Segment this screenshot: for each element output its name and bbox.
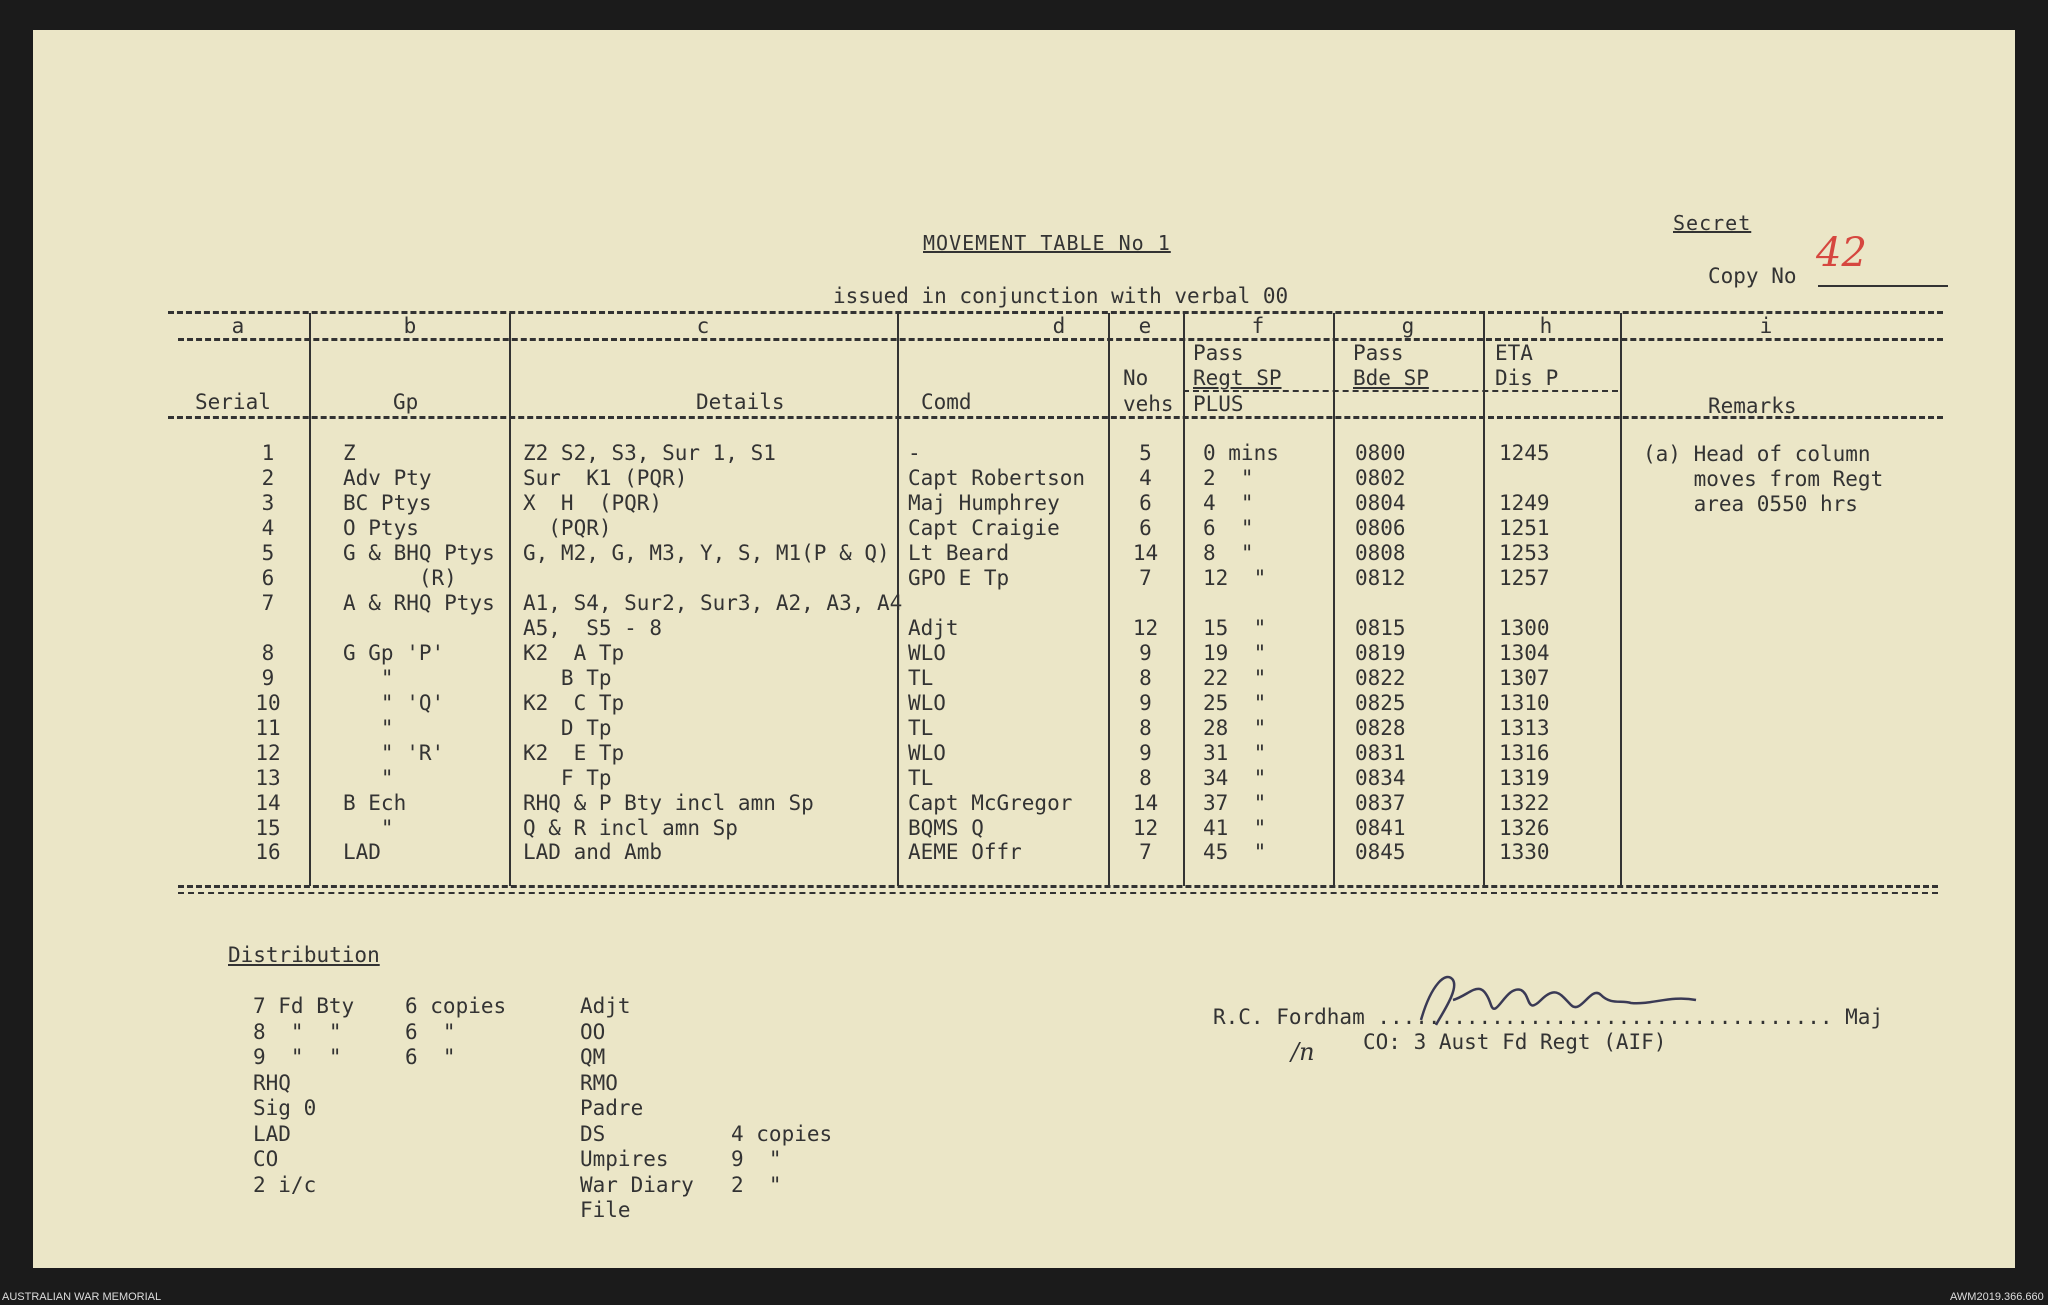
table-cell-regt: 2 " [1203,466,1254,490]
table-cell-vehs: 4 [1139,466,1152,490]
table-cell-regt: 34 " [1203,766,1267,790]
table-cell-comd: WLO [908,691,946,715]
distribution-unit: 2 i/c [253,1172,317,1197]
table-cell-bde: 0837 [1355,791,1406,815]
table-bottom-rule-2 [178,892,1938,894]
table-cell-gp: " 'Q' [343,691,445,715]
table-cell-bde: 0822 [1355,666,1406,690]
table-cell-comd: Capt Craigie [908,516,1060,540]
table-cell-serial: 15 [255,816,281,840]
table-cell-regt: 25 " [1203,691,1267,715]
table-cell-regt: 15 " [1203,616,1267,640]
table-cell-serial: 7 [261,591,275,615]
table-cell-gp: LAD [343,840,381,864]
table-cell-gp: (R) [343,566,457,590]
table-cell-serial: 14 [255,791,281,815]
table-cell-regt: 12 " [1203,566,1267,590]
table-cell-vehs: 9 [1139,741,1152,765]
table-cell-comd: Capt Robertson [908,466,1086,490]
table-cell-details: A5, S5 - 8 [523,616,663,640]
footer-left: AUSTRALIAN WAR MEMORIAL [2,1291,162,1303]
table-cell-details: Sur K1 (PQR) [523,466,688,490]
table-cell-serial: 12 [255,741,281,765]
table-cell-gp: BC Ptys [343,491,432,515]
header-gp: Gp [393,390,419,414]
table-cell-vehs: 9 [1139,691,1152,715]
header-details: Details [696,390,785,414]
header-pass-regt: Pass [1193,341,1244,365]
table-cell-comd: WLO [908,641,946,665]
col-letter-a: a [231,314,245,338]
distribution-copies: 4 copies [731,1121,833,1146]
table-cell-bde: 0828 [1355,716,1406,740]
table-cell-bde: 0845 [1355,840,1406,864]
handwritten-signature [1411,965,1721,1035]
table-cell-vehs: 12 [1132,616,1159,640]
table-cell-comd: Capt McGregor [908,791,1073,815]
table-cell-gp: G Gp 'P' [343,641,445,665]
table-cell-vehs: 8 [1139,666,1152,690]
table-cell-comd: GPO E Tp [908,566,1010,590]
table-cell-regt: 8 " [1203,541,1254,565]
col-letter-h: h [1539,314,1553,338]
distribution-copies: 6 " [405,1019,456,1044]
table-cell-serial: 3 [261,491,275,515]
for-mark: /n [1291,1038,1315,1066]
table-cell-details: X H (PQR) [523,491,663,515]
distribution-unit: 8 " " [253,1019,342,1044]
table-cell-comd: AEME Offr [908,840,1022,864]
col-line-5 [1183,313,1185,886]
table-cell-gp: A & RHQ Ptys [343,591,495,615]
table-cell-eta: 1249 [1499,491,1550,515]
copy-number: 42 [1816,230,1867,276]
col-line-6 [1333,313,1335,886]
table-cell-comd: WLO [908,741,946,765]
table-cell-comd: BQMS Q [908,816,984,840]
table-cell-vehs: 9 [1139,641,1152,665]
table-cell-bde: 0808 [1355,541,1406,565]
table-cell-details: A1, S4, Sur2, Sur3, A2, A3, A4 [523,591,903,615]
table-cell-bde: 0841 [1355,816,1406,840]
col-letter-e: e [1138,314,1152,338]
table-cell-gp: G & BHQ Ptys [343,541,495,565]
table-cell-vehs: 7 [1139,840,1152,864]
table-cell-regt: 37 " [1203,791,1267,815]
table-cell-bde: 0802 [1355,466,1406,490]
table-cell-details: D Tp [523,716,612,740]
table-cell-vehs: 6 [1139,491,1152,515]
table-cell-gp: O Ptys [343,516,419,540]
table-cell-bde: 0834 [1355,766,1406,790]
header-regt-sp: Regt SP [1193,366,1282,390]
header-pass-bde: Pass [1353,341,1404,365]
header-bde-sp: Bde SP [1353,366,1429,390]
distribution-unit: Adjt [580,994,631,1018]
table-cell-regt: 6 " [1203,516,1254,540]
table-cell-regt: 41 " [1203,816,1267,840]
table-cell-gp: Adv Pty [343,466,432,490]
table-cell-bde: 0815 [1355,616,1406,640]
table-cell-details: F Tp [523,766,612,790]
table-cell-vehs: 12 [1132,816,1159,840]
table-cell-details: K2 A Tp [523,641,625,665]
table-cell-comd: TL [908,716,934,740]
table-cell-gp: " [343,716,394,740]
col-letter-f: f [1251,314,1265,338]
table-cell-comd: Lt Beard [908,541,1010,565]
distribution-unit: War Diary [580,1172,694,1197]
table-cell-serial: 9 [261,666,275,690]
table-cell-regt: 19 " [1203,641,1267,665]
table-cell-gp: " 'R' [343,741,445,765]
remark-line: (a) Head of column [1643,442,1871,466]
table-cell-eta: 1313 [1499,716,1550,740]
table-cell-bde: 0819 [1355,641,1406,665]
table-cell-serial: 1 [261,441,275,465]
secret-label: Secret [1673,211,1752,235]
table-bottom-rule [178,885,1938,888]
table-cell-gp: " [343,816,394,840]
table-cell-eta: 1307 [1499,666,1550,690]
distribution-unit: OO [580,1019,606,1044]
table-cell-gp: B Ech [343,791,407,815]
table-cell-vehs: 14 [1132,791,1159,815]
table-cell-vehs: 5 [1139,441,1152,465]
table-cell-serial: 8 [261,641,275,665]
col-line-4 [1108,313,1110,886]
table-cell-eta: 1330 [1499,840,1550,864]
pass-subrule [1183,390,1618,392]
table-cell-regt: 22 " [1203,666,1267,690]
table-cell-comd: Maj Humphrey [908,491,1060,515]
table-cell-eta: 1322 [1499,791,1550,815]
table-cell-details: K2 E Tp [523,741,625,765]
table-cell-eta: 1251 [1499,516,1550,540]
distribution-unit: QM [580,1045,606,1069]
table-cell-eta: 1316 [1499,741,1550,765]
col-letter-b: b [403,314,417,338]
col-line-8 [1620,313,1622,886]
table-cell-details: (PQR) [523,516,612,540]
distribution-unit: Padre [580,1096,644,1120]
table-cell-serial: 13 [255,766,281,790]
header-plus: PLUS [1193,392,1244,416]
letter-rule [178,338,1943,341]
header-no: No [1123,366,1149,390]
table-cell-serial: 10 [255,691,281,715]
distribution-unit: CO [253,1147,279,1171]
table-cell-serial: 2 [261,466,275,490]
distribution-copies: 6 " [405,1045,456,1069]
table-cell-eta: 1253 [1499,541,1550,565]
table-cell-gp: " [343,666,394,690]
table-cell-comd: - [908,441,921,465]
table-cell-details: B Tp [523,666,612,690]
table-cell-bde: 0804 [1355,491,1406,515]
page-subtitle: issued in conjunction with verbal 00 [833,284,1289,308]
table-cell-regt: 31 " [1203,741,1267,765]
distribution-unit: LAD [253,1121,291,1146]
table-cell-comd: TL [908,666,934,690]
table-cell-eta: 1319 [1499,766,1550,790]
remark-line: area 0550 hrs [1643,492,1858,516]
table-cell-regt: 28 " [1203,716,1267,740]
table-cell-vehs: 7 [1139,566,1152,590]
header-remarks: Remarks [1708,394,1797,418]
table-cell-vehs: 8 [1139,766,1152,790]
distribution-unit: Umpires [580,1147,669,1171]
table-cell-serial: 6 [261,566,275,590]
header-vehs: vehs [1123,392,1174,416]
col-line-1 [309,313,311,886]
col-letter-i: i [1759,314,1773,338]
table-cell-vehs: 8 [1139,716,1152,740]
table-cell-eta: 1300 [1499,616,1550,640]
table-cell-details: RHQ & P Bty incl amn Sp [523,791,814,815]
header-bottom-rule [168,416,1943,419]
header-serial: Serial [195,390,271,414]
copy-underline [1818,285,1948,287]
distribution-unit: File [580,1198,631,1222]
table-cell-serial: 5 [261,541,275,565]
table-cell-serial: 4 [261,516,275,540]
table-cell-eta: 1304 [1499,641,1550,665]
distribution-unit: RHQ [253,1070,291,1095]
table-cell-details: Z2 S2, S3, Sur 1, S1 [523,441,776,465]
table-cell-eta: 1245 [1499,441,1550,465]
remark-line: moves from Regt [1643,467,1884,491]
distribution-unit: 9 " " [253,1045,342,1069]
distribution-copies: 9 " [731,1147,782,1171]
header-eta: ETA [1495,341,1533,365]
distribution-unit: Sig 0 [253,1096,317,1120]
table-cell-eta: 1257 [1499,566,1550,590]
table-cell-bde: 0806 [1355,516,1406,540]
header-comd: Comd [921,390,972,414]
col-letter-d: d [1052,314,1066,338]
table-cell-details: G, M2, G, M3, Y, S, M1(P & Q) [523,541,890,565]
distribution-unit: DS [580,1121,606,1146]
table-cell-eta: 1310 [1499,691,1550,715]
table-cell-regt: 4 " [1203,491,1254,515]
table-cell-comd: TL [908,766,934,790]
distribution-copies: 2 " [731,1172,782,1197]
copy-label: Copy No [1708,264,1797,288]
distribution-unit: 7 Fd Bty [253,994,355,1018]
table-cell-gp: Z [343,441,356,465]
header-dis-p: Dis P [1495,366,1559,390]
table-cell-comd: Adjt [908,616,959,640]
signature-appointment: CO: 3 Aust Fd Regt (AIF) [1363,1030,1667,1054]
table-cell-vehs: 6 [1139,516,1152,540]
table-cell-vehs: 14 [1132,541,1159,565]
table-cell-serial: 16 [255,840,281,864]
distribution-unit: RMO [580,1070,618,1095]
distribution-copies: 6 copies [405,994,507,1018]
table-cell-gp: " [343,766,394,790]
col-line-7 [1483,313,1485,886]
document-page [33,30,2015,1268]
col-letter-g: g [1401,314,1415,338]
col-letter-c: c [696,314,710,338]
table-cell-bde: 0831 [1355,741,1406,765]
table-cell-details: Q & R incl amn Sp [523,816,738,840]
col-line-2 [509,313,511,886]
signature-line: R.C. Fordham .................................... Maj [1213,1005,1884,1029]
table-cell-serial: 11 [255,716,281,740]
table-cell-eta: 1326 [1499,816,1550,840]
table-cell-regt: 45 " [1203,840,1267,864]
page-title: MOVEMENT TABLE No 1 [923,231,1171,255]
table-cell-details: LAD and Amb [523,840,663,864]
distribution-title: Distribution [228,943,380,967]
table-cell-bde: 0825 [1355,691,1406,715]
table-cell-bde: 0812 [1355,566,1406,590]
table-cell-regt: 0 mins [1203,441,1279,465]
table-cell-details: K2 C Tp [523,691,625,715]
table-cell-bde: 0800 [1355,441,1406,465]
footer-right: AWM2019.366.660 [1950,1291,2044,1303]
